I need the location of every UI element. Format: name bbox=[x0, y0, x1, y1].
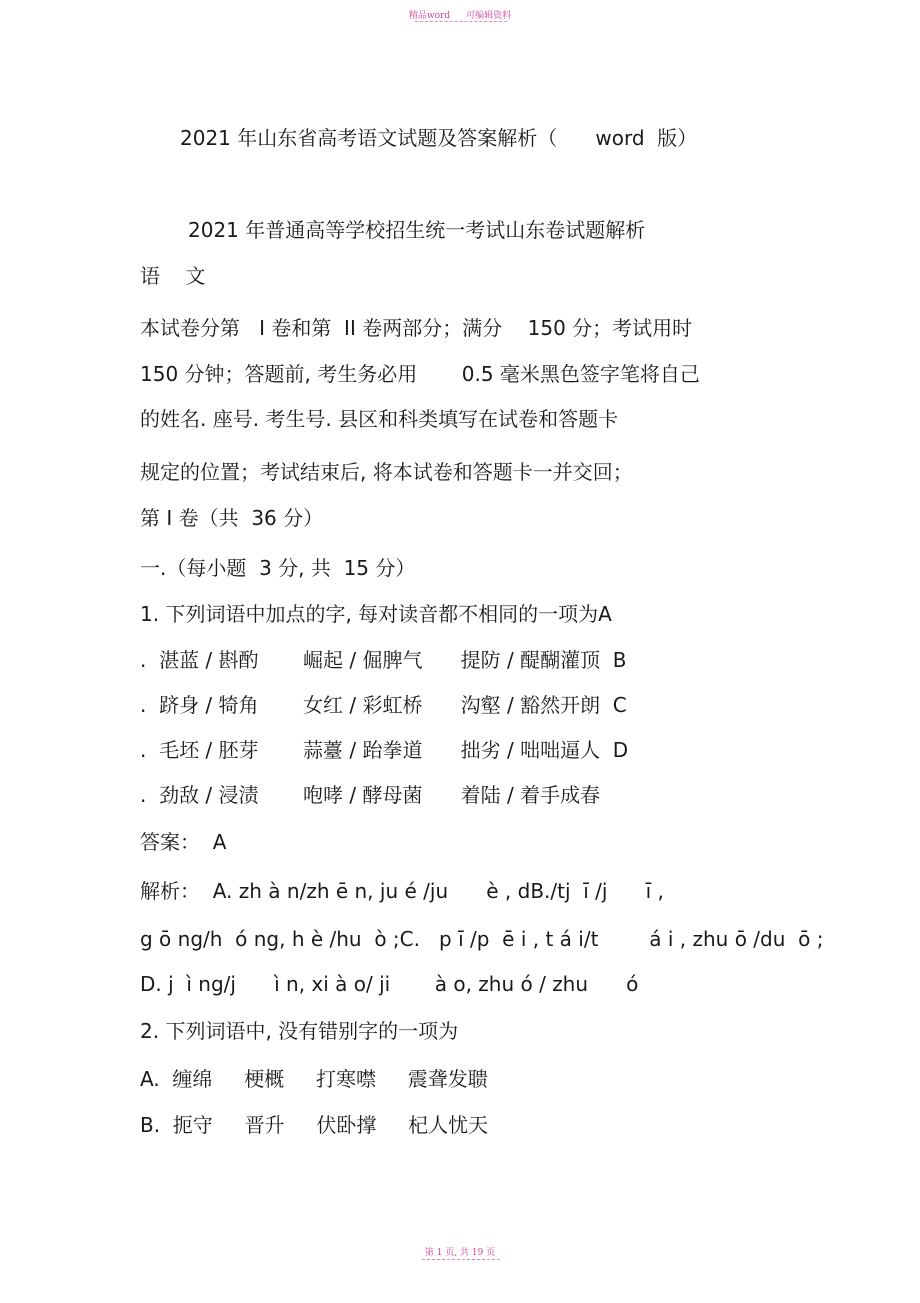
body-line: 本试卷分第 I 卷和第 II 卷两部分；满分 150 分；考试用时 bbox=[140, 316, 693, 340]
question-text: 1. 下列词语中加点的字, 每对读音都不相同的一项为A bbox=[140, 602, 612, 626]
body-line: 150 分钟；答题前, 考生务必用 0.5 毫米黑色签字笔将自己 bbox=[140, 362, 700, 386]
subject-heading: 语 文 bbox=[140, 264, 206, 288]
body-line: 规定的位置；考试结束后, 将本试卷和答题卡一并交回； bbox=[140, 460, 633, 484]
body-line: 的姓名. 座号. 考生号. 县区和科类填写在试卷和答题卡 bbox=[140, 407, 619, 431]
page-header bbox=[0, 8, 920, 21]
option-line: . 毛坯 / 胚芽 蒜薹 / 跆拳道 拙劣 / 咄咄逼人 D bbox=[140, 738, 629, 762]
section-heading: 一.（每小题 3 分, 共 15 分） bbox=[140, 556, 416, 580]
header-divider bbox=[415, 21, 507, 22]
section-heading: 第 I 卷（共 36 分） bbox=[140, 506, 324, 530]
option-line: B. 扼守 晋升 伏卧撑 杞人忧天 bbox=[140, 1113, 489, 1137]
header-right-text: 可编辑资料 bbox=[466, 11, 512, 21]
footer-divider bbox=[422, 1259, 500, 1260]
question-text: 2. 下列词语中, 没有错别字的一项为 bbox=[140, 1019, 459, 1043]
page-footer: 第 1 页, 共 19 页 bbox=[424, 1248, 496, 1258]
option-line: . 湛蓝 / 斟酌 崛起 / 倔脾气 提防 / 醍醐灌顶 B bbox=[140, 648, 627, 672]
analysis-line: D. j ì ng/j ì n, xi à o/ ji à o, zhu ó / zhu ó bbox=[140, 972, 639, 996]
document-subtitle: 2021 年普通高等学校招生统一考试山东卷试题解析 bbox=[188, 218, 646, 242]
option-line: . 跻身 / 犄角 女红 / 彩虹桥 沟壑 / 豁然开朗 C bbox=[140, 693, 627, 717]
option-line: . 劲敌 / 浸渍 咆哮 / 酵母菌 着陆 / 着手成春 bbox=[140, 783, 601, 807]
header-left-text: 精品word bbox=[408, 11, 451, 21]
option-line: A. 缠绵 梗概 打寒噤 震聋发聩 bbox=[140, 1067, 488, 1091]
analysis-line: g ō ng/h ó ng, h è /hu ò ;C. p ī /p ē i , t á i/t á i , zhu ō /du ō ; bbox=[140, 927, 824, 951]
document-title: 2021 年山东省高考语文试题及答案解析（ word 版） bbox=[180, 126, 698, 150]
answer-line: 答案： A bbox=[140, 830, 227, 854]
analysis-line: 解析： A. zh à n/zh ē n, ju é /ju è , dB./tj ī /j ī , bbox=[140, 879, 664, 903]
